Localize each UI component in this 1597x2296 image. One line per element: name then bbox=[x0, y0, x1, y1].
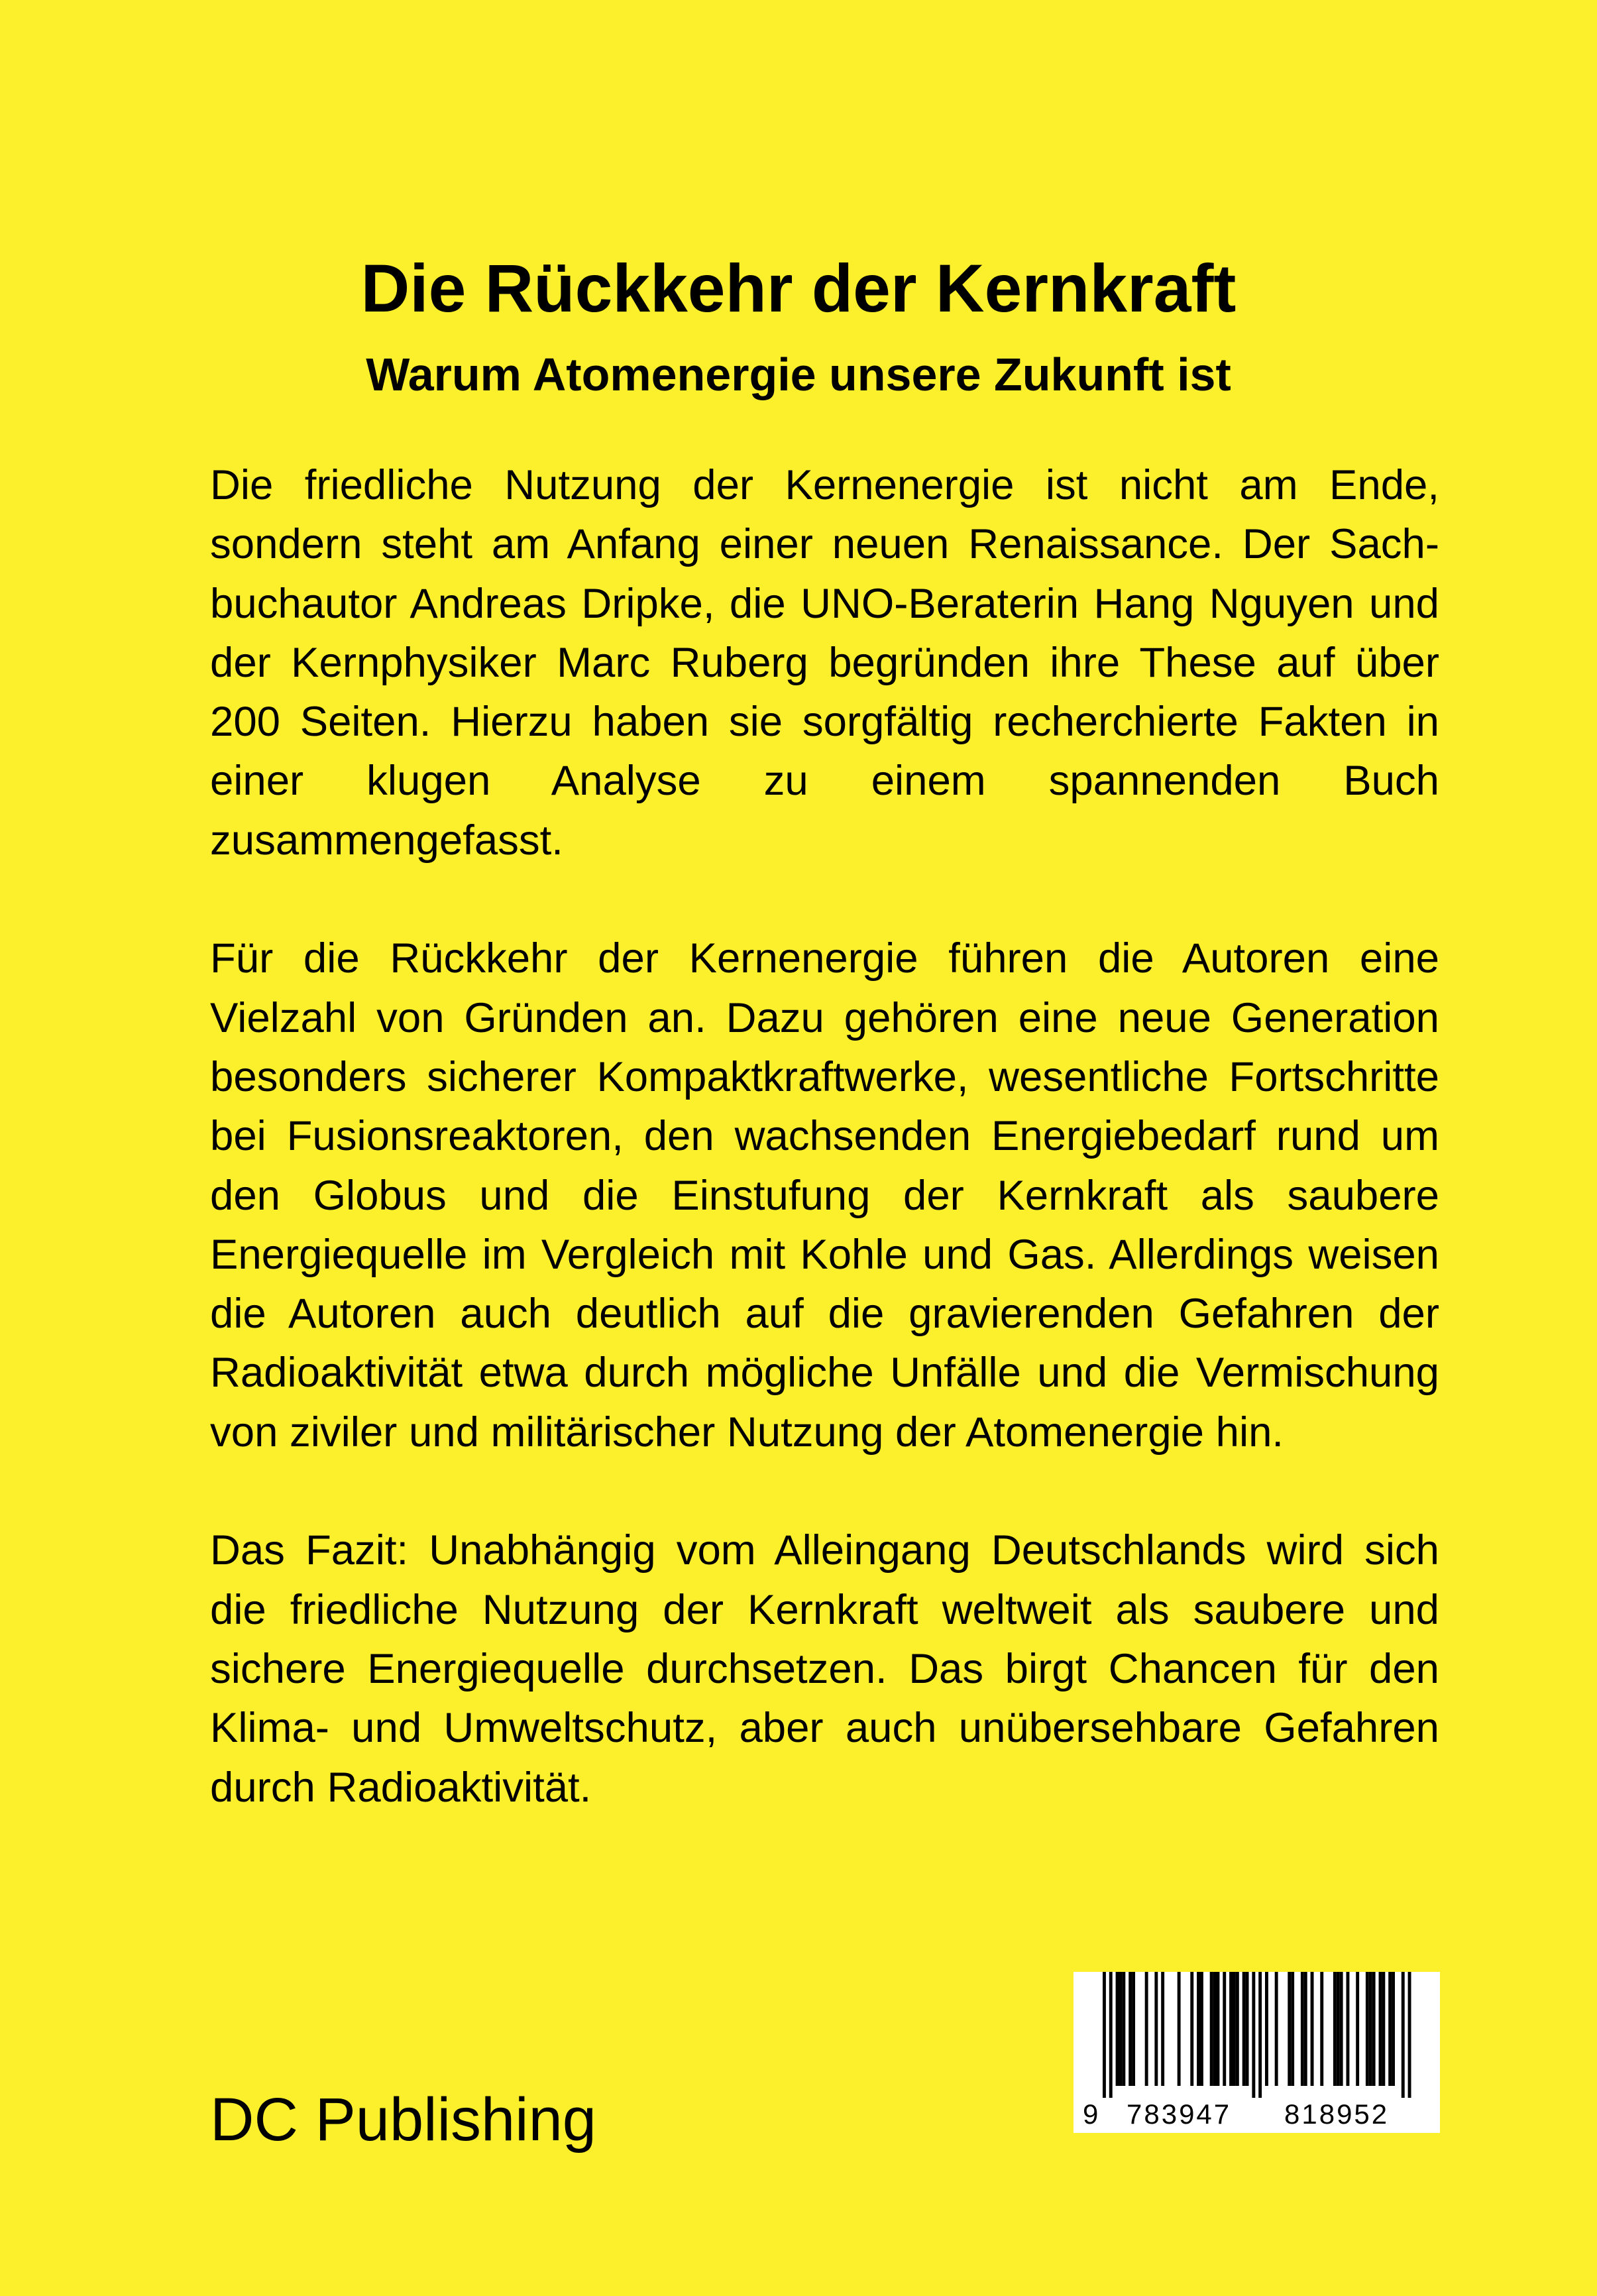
barcode-bar bbox=[1291, 1972, 1294, 2086]
barcode-bar bbox=[1392, 1972, 1395, 2086]
barcode-bar bbox=[1190, 1972, 1193, 2086]
barcode-bar bbox=[1356, 1972, 1359, 2086]
barcode-bar bbox=[1337, 1972, 1340, 2086]
barcode-bar bbox=[1103, 1972, 1106, 2098]
barcode-bar bbox=[1116, 1972, 1119, 2086]
barcode-bar bbox=[1382, 1972, 1385, 2086]
barcode-bar bbox=[1210, 1972, 1213, 2086]
barcode-bar bbox=[1242, 1972, 1246, 2086]
barcode-bar bbox=[1258, 1972, 1262, 2098]
book-title: Die Rückkehr der Kernkraft bbox=[360, 251, 1237, 326]
barcode-bar bbox=[1366, 1972, 1369, 2086]
barcode-bar bbox=[1301, 1972, 1304, 2086]
barcode-bar bbox=[1178, 1972, 1181, 2086]
barcode-bar bbox=[1122, 1972, 1125, 2086]
barcode-bar bbox=[1213, 1972, 1217, 2086]
barcode-bar bbox=[1340, 1972, 1343, 2086]
isbn-lead-digit: 9 bbox=[1083, 2098, 1099, 2130]
barcode-bar bbox=[1275, 1972, 1278, 2086]
barcode-bar bbox=[1252, 1972, 1255, 2098]
barcode-bar bbox=[1304, 1972, 1307, 2086]
barcode-bar bbox=[1288, 1972, 1291, 2086]
barcode-bar bbox=[1132, 1972, 1135, 2086]
barcode-bar bbox=[1129, 1972, 1132, 2086]
barcode-bar bbox=[1372, 1972, 1376, 2086]
barcode-bars bbox=[1074, 1972, 1440, 2098]
barcode-bar bbox=[1333, 1972, 1337, 2086]
barcode-bar bbox=[1347, 1972, 1350, 2086]
barcode-bar bbox=[1223, 1972, 1226, 2086]
barcode-bar bbox=[1229, 1972, 1233, 2086]
isbn-left-group: 783947 bbox=[1127, 2098, 1232, 2130]
barcode-bar bbox=[1154, 1972, 1158, 2086]
blurb-text bbox=[210, 456, 1439, 1817]
blurb-paragraph-3: Das Fazit: Unabhängig vom Alleingang Deutschlands wird sich die friedliche Nutzung der Kernkraft weltweit als saubere und sichere Energiequelle durchsetzen. Das birgt Chancen für den Klima- und Umweltschutz, aber auch unübersehbare Gefahren durch Radioaktivität. bbox=[210, 1527, 1439, 1811]
barcode-bar bbox=[1265, 1972, 1268, 2086]
barcode-bar bbox=[1197, 1972, 1200, 2086]
isbn-barcode bbox=[1074, 1972, 1440, 2133]
barcode-bar bbox=[1402, 1972, 1405, 2098]
barcode-bar bbox=[1311, 1972, 1314, 2086]
isbn-number bbox=[1074, 2098, 1440, 2131]
barcode-bar bbox=[1109, 1972, 1113, 2098]
barcode-bar bbox=[1161, 1972, 1164, 2086]
barcode-bar bbox=[1233, 1972, 1236, 2086]
barcode-bar bbox=[1388, 1972, 1392, 2086]
publisher-name: DC Publishing bbox=[210, 2086, 596, 2153]
barcode-bar bbox=[1369, 1972, 1372, 2086]
barcode-bar bbox=[1408, 1972, 1411, 2098]
blurb-paragraph-1: Die friedliche Nutzung der Kernenergie ist nicht am Ende, sondern steht am Anfang einer neuen Renaissance. Der Sachbuchautor Andreas Dripke, die UNO-Beraterin Hang Nguyen und der Kernphysiker Marc Ruberg begründen ihre These auf über 200 Seiten. Hierzu haben sie sorgfältig recherchierte Fakten in einer klugen Analyse zu einem spannenden Buch zusammengefasst. bbox=[210, 462, 1439, 864]
barcode-bar bbox=[1200, 1972, 1203, 2086]
barcode-bar bbox=[1236, 1972, 1239, 2086]
barcode-bar bbox=[1246, 1972, 1249, 2086]
blurb-paragraph-2: Für die Rückkehr der Kernenergie führen die Autoren eine Vielzahl von Gründen an. Dazu gehören eine neue Generation besonders sicherer Kompaktkraftwerke, wesentliche Fortschritte bei Fusionsreaktoren, den wachsenden Energiebedarf rund um den Globus und die Einstufung der Kernkraft als saubere Energiequelle im Vergleich mit Kohle und Gas. Allerdings weisen die Autoren auch deutlich auf die gravierenden Gefahren der Radioaktivität etwa durch mögliche Unfälle und die Vermischung von ziviler und militärischer Nutzung der Atomenergie hin. bbox=[210, 935, 1439, 1456]
barcode-bar bbox=[1379, 1972, 1382, 2086]
barcode-bar bbox=[1320, 1972, 1323, 2086]
barcode-bar bbox=[1217, 1972, 1220, 2086]
barcode-bar bbox=[1145, 1972, 1148, 2086]
book-subtitle: Warum Atomenergie unsere Zukunft ist bbox=[366, 349, 1231, 400]
barcode-bar bbox=[1119, 1972, 1123, 2086]
isbn-right-group: 818952 bbox=[1284, 2098, 1390, 2130]
